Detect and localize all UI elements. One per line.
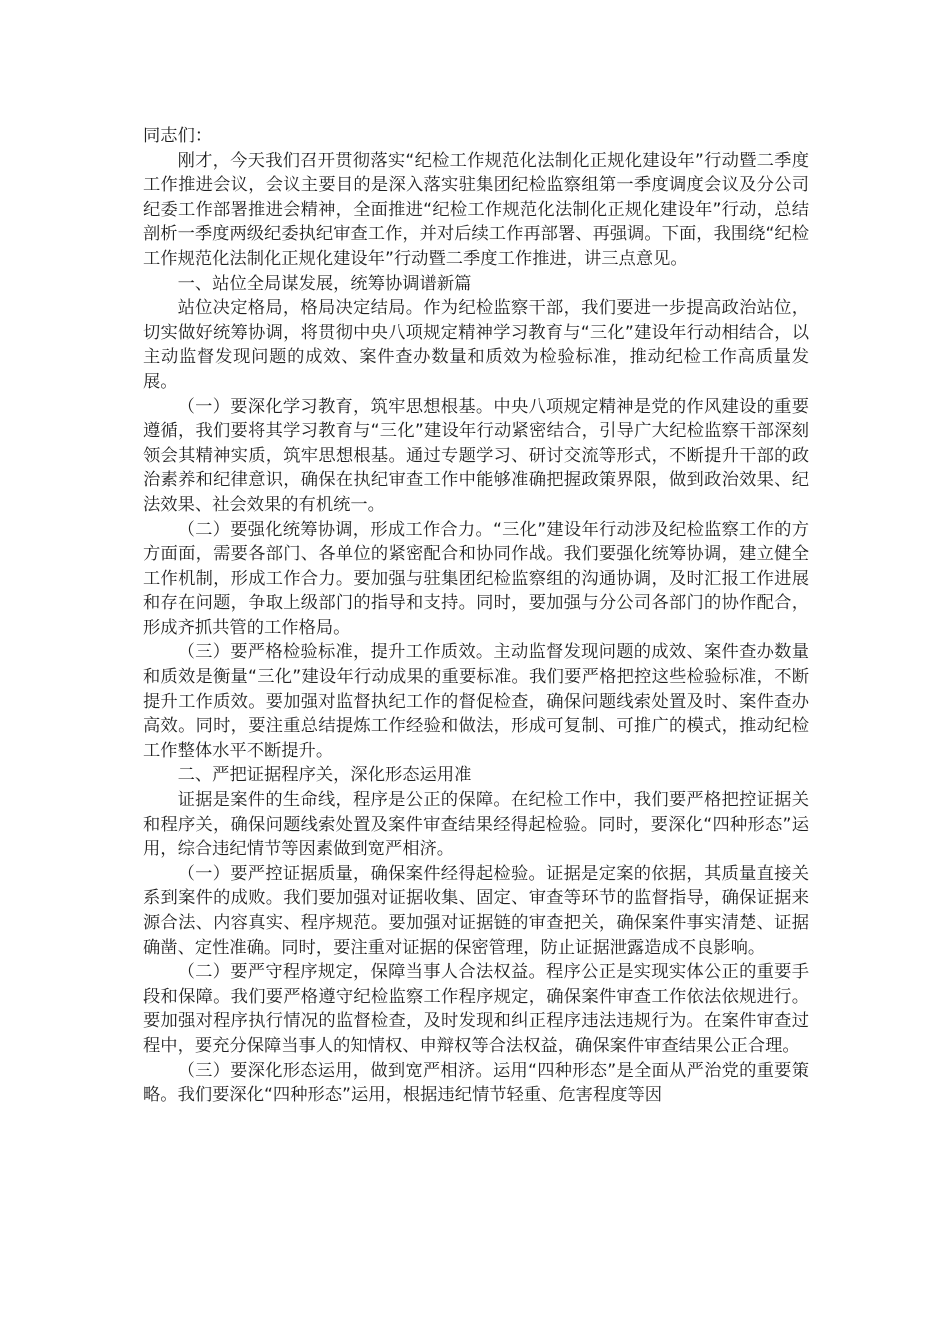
paragraph-intro: 刚才，今天我们召开贯彻落实“纪检工作规范化法制化正规化建设年”行动暨二季度工作推进会议，会议主要目的是深入落实驻集团纪检监察组第一季度调度会议及分公司纪委工作部署推进会精神，全面推进“纪检工作规范化法制化正规化建设年”行动，总结剖析一季度两级纪委执纪审查工作，并对后续工作再部署、再强调。下面，我围绕“纪检工作规范化法制化正规化建设年”行动暨二季度工作推进，讲三点意见。 (143, 150, 809, 269)
paragraph: （一）要深化学习教育，筑牢思想根基。中央八项规定精神是党的作风建设的重要遵循，我们要将其学习教育与“三化”建设年行动紧密结合，引导广大纪检监察干部深刻领会其精神实质，筑牢思想根基。通过专题学习、研讨交流等形式，不断提升干部的政治素养和纪律意识，确保在执纪审查工作中能够准确把握政策界限，做到政治效果、纪法效果、社会效果的有机统一。 (143, 396, 809, 515)
paragraph: （一）要严控证据质量，确保案件经得起检验。证据是定案的依据，其质量直接关系到案件的成败。我们要加强对证据收集、固定、审查等环节的监督指导，确保证据来源合法、内容真实、程序规范。要加强对证据链的审查把关，确保案件事实清楚、证据确凿、定性准确。同时，要注重对证据的保密管理，防止证据泄露造成不良影响。 (143, 863, 809, 958)
section-heading-2: 二、严把证据程序关，深化形态运用准 (177, 765, 472, 786)
paragraph: （二）要严守程序规定，保障当事人合法权益。程序公正是实现实体公正的重要手段和保障。我们要严格遵守纪检监察工作程序规定，确保案件审查工作依法依规进行。要加强对程序执行情况的监督检查，及时发现和纠正程序违法违规行为。在案件审查过程中，要充分保障当事人的知情权、申辩权等合法权益，确保案件审查结果公正合理。 (143, 962, 809, 1056)
paragraph: （三）要深化形态运用，做到宽严相济。运用“四种形态”是全面从严治党的重要策略。我们要深化“四种形态”运用，根据违纪情节轻重、危害程度等因 (143, 1060, 809, 1106)
paragraph: （二）要强化统筹协调，形成工作合力。“三化”建设年行动涉及纪检监察工作的方方面面，需要各部门、各单位的紧密配合和协同作战。我们要强化统筹协调，建立健全工作机制，形成工作合力。要加强与驻集团纪检监察组的沟通协调，及时汇报工作进展和存在问题，争取上级部门的指导和支持。同时，要加强与分公司各部门的协作配合，形成齐抓共管的工作格局。 (143, 519, 809, 638)
section-heading-1: 一、站位全局谋发展，统筹协调谱新篇 (177, 273, 472, 294)
paragraph: （三）要严格检验标准，提升工作质效。主动监督发现问题的成效、案件查办数量和质效是衡量“三化”建设年行动成果的重要标准。我们要严格把控这些检验标准，不断提升工作质效。要加强对监督执纪工作的督促检查，确保问题线索处置及时、案件查办高效。同时，要注重总结提炼工作经验和做法，形成可复制、可推广的模式，推动纪检工作整体水平不断提升。 (143, 642, 809, 761)
paragraph: 证据是案件的生命线，程序是公正的保障。在纪检工作中，我们要严格把控证据关和程序关，确保问题线索处置及案件审查结果经得起检验。同时，要深化“四种形态”运用，综合违纪情节等因素做到宽严相济。 (143, 790, 809, 860)
salutation: 同志们： (143, 126, 213, 146)
document-body (143, 124, 809, 1108)
paragraph: 站位决定格局，格局决定结局。作为纪检监察干部，我们要进一步提高政治站位，切实做好统筹协调，将贯彻中央八项规定精神学习教育与“三化”建设年行动相结合，以主动监督发现问题的成效、案件查办数量和质效为检验标准，推动纪检工作高质量发展。 (143, 298, 809, 392)
